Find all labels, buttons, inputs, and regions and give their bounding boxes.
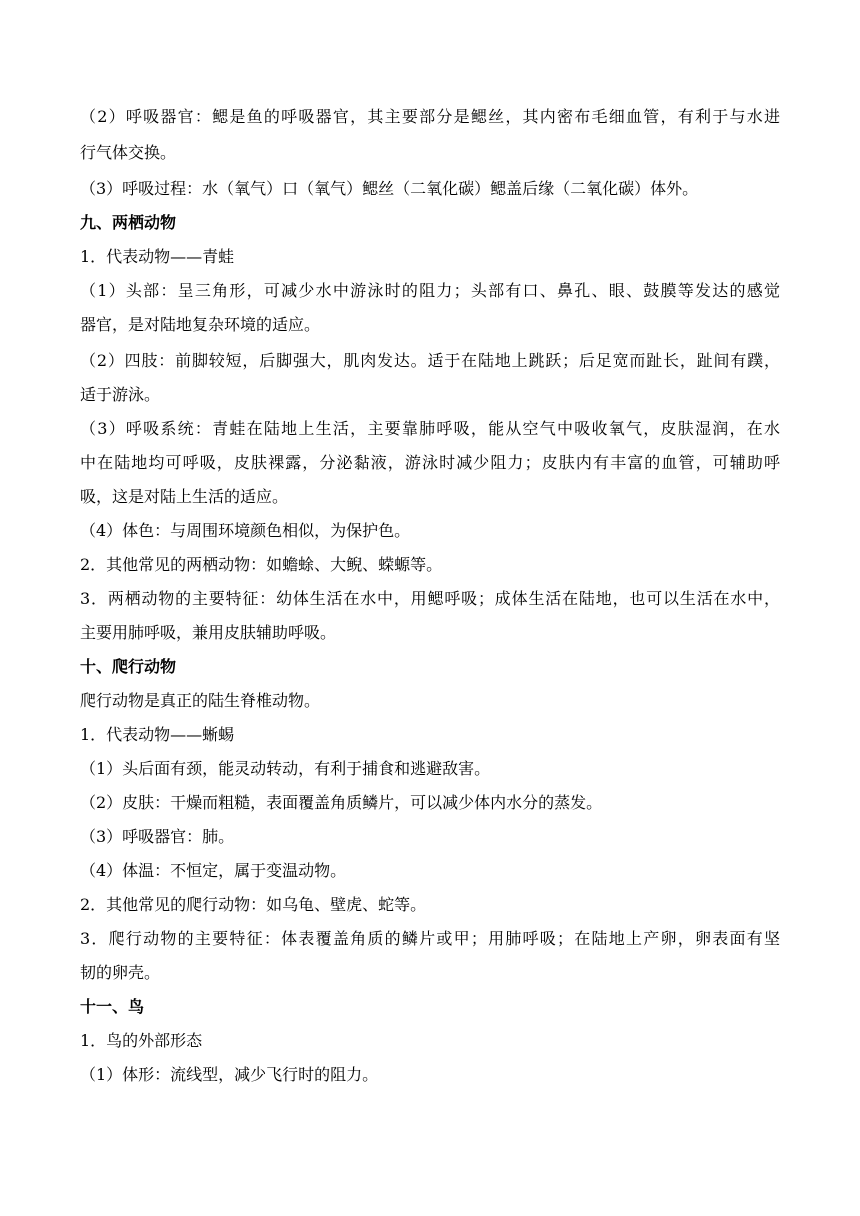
text-line: （1）头后面有颈，能灵动转动，有利于捕食和逃避敌害。 bbox=[80, 759, 491, 778]
text-line: 爬行动物是真正的陆生脊椎动物。 bbox=[80, 691, 321, 710]
text-line: 主要用肺呼吸，兼用皮肤辅助呼吸。 bbox=[80, 623, 337, 642]
section-heading: 九、两栖动物 bbox=[80, 213, 177, 232]
text-line: 吸，这是对陆上生活的适应。 bbox=[80, 487, 289, 506]
text-line: 行气体交换。 bbox=[80, 143, 177, 162]
text-line: 中在陆地均可呼吸，皮肤裸露，分泌黏液，游泳时减少阻力；皮肤内有丰富的血管，可辅助呼 bbox=[80, 453, 780, 472]
text-line: 2．其他常见的爬行动物：如乌龟、壁虎、蛇等。 bbox=[80, 895, 427, 914]
text-line: （4）体温：不恒定，属于变温动物。 bbox=[80, 861, 347, 880]
text-line: 2．其他常见的两栖动物：如蟾蜍、大鲵、蝾螈等。 bbox=[80, 555, 443, 574]
text-line: 1．鸟的外部形态 bbox=[80, 1031, 203, 1050]
text-line: 适于游泳。 bbox=[80, 385, 161, 404]
text-line: （1）头部：呈三角形，可减少水中游泳时的阻力；头部有口、鼻孔、眼、鼓膜等发达的感觉 bbox=[80, 281, 780, 300]
text-line: （4）体色：与周围环境颜色相似，为保护色。 bbox=[80, 521, 411, 540]
text-line: （3）呼吸器官：肺。 bbox=[80, 827, 235, 846]
text-line: 韧的卵壳。 bbox=[80, 963, 161, 982]
text-line: 1．代表动物——青蛙 bbox=[80, 247, 235, 266]
text-line: （2）皮肤：干燥而粗糙，表面覆盖角质鳞片，可以减少体内水分的蒸发。 bbox=[80, 793, 603, 812]
text-line: 3．两栖动物的主要特征：幼体生活在水中，用鳃呼吸；成体生活在陆地，也可以生活在水中， bbox=[80, 589, 780, 608]
text-line: （3）呼吸过程：水（氧气）口（氧气）鳃丝（二氧化碳）鳃盖后缘（二氧化碳）体外。 bbox=[80, 179, 699, 198]
text-line: （1）体形：流线型，减少飞行时的阻力。 bbox=[80, 1065, 379, 1084]
section-heading: 十、爬行动物 bbox=[80, 657, 177, 676]
section-heading: 十一、鸟 bbox=[80, 997, 145, 1016]
text-line: （2）四肢：前脚较短，后脚强大，肌肉发达。适于在陆地上跳跃；后足宽而趾长，趾间有蹼， bbox=[80, 351, 780, 370]
text-line: 3．爬行动物的主要特征：体表覆盖角质的鳞片或甲；用肺呼吸；在陆地上产卵，卵表面有坚 bbox=[80, 929, 780, 948]
text-line: （3）呼吸系统：青蛙在陆地上生活，主要靠肺呼吸，能从空气中吸收氧气，皮肤湿润，在水 bbox=[80, 419, 780, 438]
text-line: （2）呼吸器官：鳃是鱼的呼吸器官，其主要部分是鳃丝，其内密布毛细血管，有利于与水进 bbox=[80, 107, 780, 126]
text-line: 1．代表动物——蜥蜴 bbox=[80, 725, 235, 744]
text-line: 器官，是对陆地复杂环境的适应。 bbox=[80, 315, 321, 334]
